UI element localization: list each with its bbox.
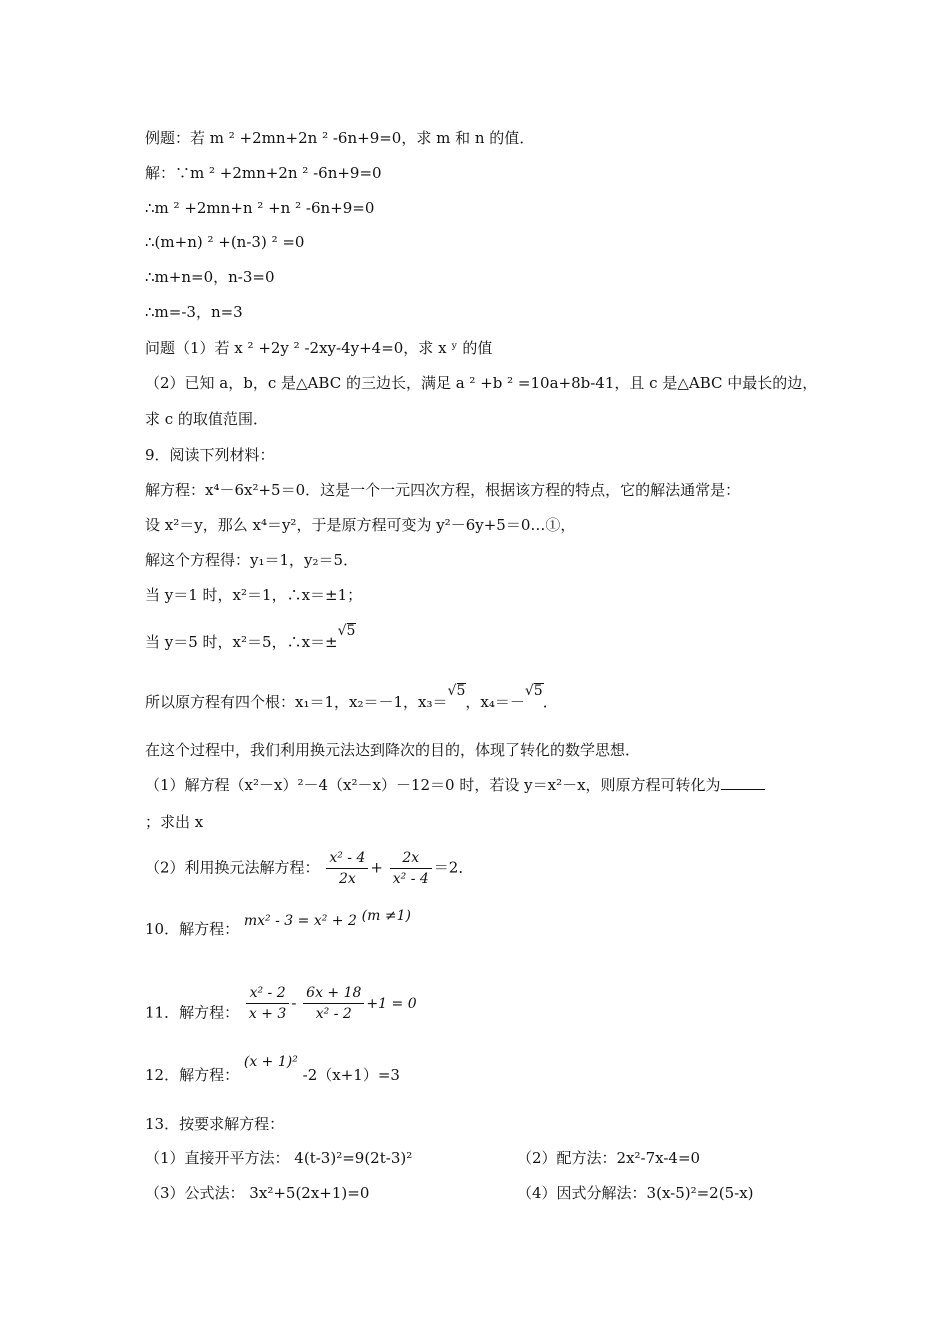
condition: (m ≠1)	[361, 908, 411, 924]
roots-text: ．	[542, 693, 558, 711]
subquestion: （2）配方法：2x²-7x-4=0	[517, 1149, 701, 1167]
subquestion-2	[145, 848, 473, 889]
operator: +	[370, 858, 383, 877]
subquestion-1-cont: ；求出 x	[145, 813, 204, 831]
equation: (x + 1)²	[243, 1054, 298, 1070]
material-line: 解方程：x⁴－6x²+5＝0．这是一个一元四次方程，根据该方程的特点，它的解法通常是：	[145, 481, 741, 499]
fraction: $\frac{6x + 18}{\text{x² - 2}}$	[303, 983, 364, 1024]
example-step: ∴m+n=0，n-3=0	[145, 268, 275, 286]
operator: -	[291, 993, 297, 1012]
material-line: 解这个方程得：y₁＝1，y₂＝5．	[145, 551, 359, 569]
equation-rhs: ＝2．	[433, 858, 474, 877]
sqrt-five: √5	[447, 683, 466, 699]
subquestion-text: （2）利用换元法解方程：	[145, 858, 320, 877]
equation-rhs: +1 = 0	[366, 995, 417, 1012]
problem-13-title: 13．按要求解方程：	[145, 1115, 285, 1133]
example-title: 例题：若 m ² +2mn+2n ² -6n+9=0，求 m 和 n 的值．	[145, 129, 535, 147]
material-line: 在这个过程中，我们利用换元法达到降次的目的，体现了转化的数学思想．	[145, 741, 641, 759]
subquestion-1	[145, 775, 765, 795]
problem-9-title: 9．阅读下列材料：	[145, 446, 275, 464]
example-step: ∴(m+n) ² +(n-3) ² =0	[145, 233, 305, 251]
roots-line	[145, 683, 558, 713]
roots-text: 所以原方程有四个根：x₁＝1，x₂＝－1，x₃＝	[145, 693, 448, 711]
subquestion: （3）公式法： 3x²+5(2x+1)=0	[145, 1184, 370, 1202]
example-step: ∴m=-3，n=3	[145, 303, 243, 321]
roots-text: ，x₄＝－	[465, 693, 525, 711]
material-line	[145, 623, 356, 653]
material-line: 当 y＝1 时，x²＝1，∴x＝±1；	[145, 586, 363, 604]
equation: mx² - 3 = x² + 2	[243, 913, 357, 929]
problem-label: 10．解方程：	[145, 920, 240, 938]
sqrt-five: √5	[524, 683, 543, 699]
problem-12	[145, 1054, 400, 1086]
fraction: $\frac{2x}{\text{x² - 4}}$	[390, 848, 432, 889]
problem-11	[145, 985, 417, 1034]
problem-label: 11．解方程：	[145, 1003, 240, 1022]
equation-rest: -2（x+1）=3	[302, 1066, 400, 1084]
subquestion: （1）直接开平方法： 4(t-3)²=9(2t-3)²	[145, 1149, 413, 1167]
material-line: 设 x²＝y，那么 x⁴＝y²，于是原方程可变为 y²－6y+5＝0…①，	[145, 516, 576, 534]
question-2: （2）已知 a，b，c 是△ABC 的三边长，满足 a ² +b ² =10a+8b-41，且 c 是△ABC 中最长的边，	[145, 374, 818, 392]
answer-blank[interactable]	[721, 775, 765, 790]
problem-10	[145, 908, 411, 940]
subquestion-text: （1）解方程（x²－x）²－4（x²－x）－12＝0 时，若设 y＝x²－x，则原方程可转化为	[145, 776, 721, 794]
example-step: ∴m ² +2mn+n ² +n ² -6n+9=0	[145, 199, 375, 217]
question-2-cont: 求 c 的取值范围．	[145, 410, 268, 428]
fraction: $\frac{\text{x² - 2}}{x + 3}$	[246, 983, 289, 1024]
fraction: $\frac{\text{x² - 4}}{2x}$	[326, 848, 368, 889]
question-1: 问题（1）若 x ² +2y ² -2xy-4y+4=0，求 x ʸ 的值	[145, 339, 493, 357]
material-text: 当 y＝5 时，x²＝5，∴x＝±	[145, 633, 338, 651]
problem-label: 12．解方程：	[145, 1066, 240, 1084]
example-step: 解：∵m ² +2mn+2n ² -6n+9=0	[145, 164, 382, 182]
subquestion: （4）因式分解法：3(x-5)²=2(5-x)	[517, 1184, 754, 1202]
sqrt-five: √5	[337, 623, 356, 639]
